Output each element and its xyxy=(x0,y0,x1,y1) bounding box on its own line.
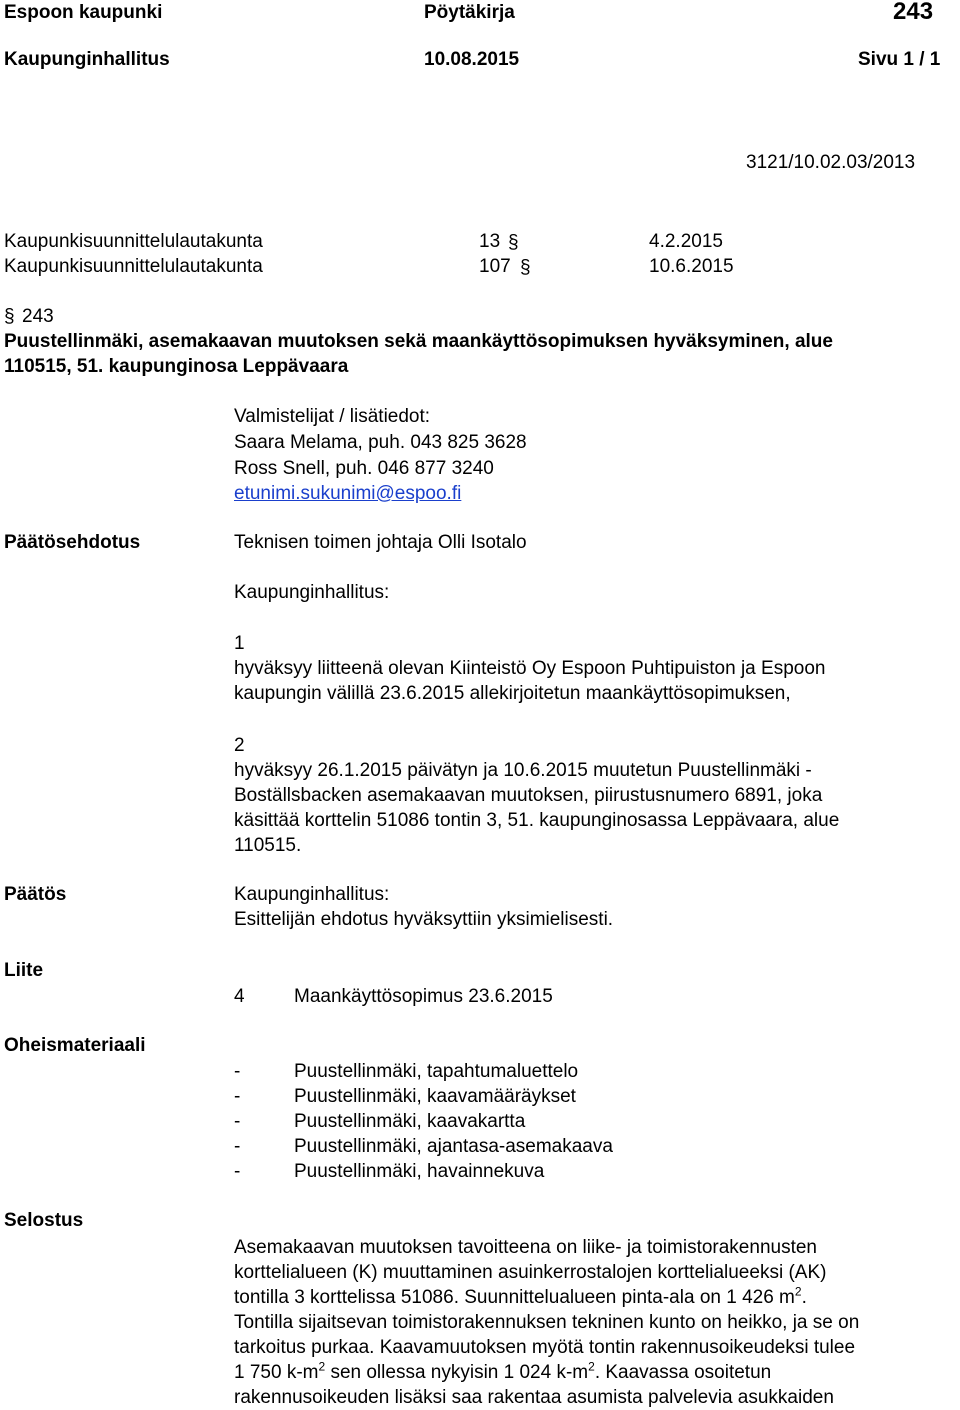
section-sign: § xyxy=(508,232,519,253)
proposal-text: Boställsbacken asemakaavan muutoksen, piirustusnumero 6891, joka xyxy=(234,785,823,806)
list-dash: - xyxy=(234,1086,241,1107)
preparers-label: Valmistelijat / lisätiedot: xyxy=(234,406,431,427)
history-body: Kaupunkisuunnittelulautakunta xyxy=(4,231,263,252)
attachment-title: Maankäyttösopimus 23.6.2015 xyxy=(294,986,553,1007)
reference-number: 3121/10.02.03/2013 xyxy=(746,152,916,173)
list-dash: - xyxy=(234,1161,241,1182)
item-section-sign: § xyxy=(4,306,15,327)
superscript: 2 xyxy=(794,1284,802,1299)
materials-label: Oheismateriaali xyxy=(4,1035,146,1056)
history-section: 107 xyxy=(479,256,511,277)
list-dash: - xyxy=(234,1111,241,1132)
superscript: 2 xyxy=(318,1359,326,1374)
text-run: 1 750 k-m xyxy=(234,1362,319,1383)
explanation-text: rakennusoikeuden lisäksi saa rakentaa asumista palvelevia asukkaiden xyxy=(234,1387,834,1408)
attachment-label: Liite xyxy=(4,960,44,981)
history-date: 4.2.2015 xyxy=(649,231,723,252)
proposal-text: käsittää korttelin 51086 tontin 3, 51. kaupunginosassa Leppävaara, alue xyxy=(234,810,840,831)
item-number: 243 xyxy=(22,306,54,327)
section-number: 243 xyxy=(893,0,934,25)
history-date: 10.6.2015 xyxy=(649,256,734,277)
proposal-label: Päätösehdotus xyxy=(4,532,141,553)
proposal-text: kaupungin välillä 23.6.2015 allekirjoitetun maankäyttösopimuksen, xyxy=(234,683,791,704)
attachment-number: 4 xyxy=(234,986,245,1007)
proposal-item-number: 1 xyxy=(234,633,245,654)
text-run: . Kaavassa osoitetun xyxy=(594,1362,772,1383)
item-title-line2: 110515, 51. kaupunginosa Leppävaara xyxy=(4,356,349,377)
material-title: Puustellinmäki, kaavamääräykset xyxy=(294,1086,576,1107)
email-link[interactable]: etunimi.sukunimi@espoo.fi xyxy=(234,483,462,504)
org-name: Espoon kaupunki xyxy=(4,2,163,23)
section-sign: § xyxy=(520,257,531,278)
decision-text: Esittelijän ehdotus hyväksyttiin yksimielisesti. xyxy=(234,909,614,930)
explanation-text xyxy=(234,1285,807,1310)
explanation-text xyxy=(234,1360,771,1385)
proposal-text: 110515. xyxy=(234,835,302,856)
item-title-line1: Puustellinmäki, asemakaavan muutoksen sekä maankäyttösopimuksen hyväksyminen, alue xyxy=(4,331,833,352)
explanation-text: tarkoitus purkaa. Kaavamuutoksen myötä tontin rakennusoikeudeksi tulee xyxy=(234,1337,856,1358)
superscript: 2 xyxy=(588,1359,595,1374)
proposal-item-number: 2 xyxy=(234,735,245,756)
text-run: sen ollessa nykyisin 1 024 k-m xyxy=(325,1362,589,1383)
text-run: . xyxy=(801,1287,807,1308)
explanation-text: Tontilla sijaitsevan toimistorakennuksen tekninen kunto on heikko, ja se on xyxy=(234,1312,860,1333)
proposal-text: hyväksyy liitteenä olevan Kiinteistö Oy Espoon Puhtipuiston ja Espoon xyxy=(234,658,826,679)
material-title: Puustellinmäki, kaavakartta xyxy=(294,1111,526,1132)
board-heading: Kaupunginhallitus: xyxy=(234,582,390,603)
history-section: 13 xyxy=(479,231,501,252)
decision-label: Päätös xyxy=(4,884,67,905)
doc-type: Pöytäkirja xyxy=(424,2,515,23)
list-dash: - xyxy=(234,1061,241,1082)
material-title: Puustellinmäki, tapahtumaluettelo xyxy=(294,1061,579,1082)
material-title: Puustellinmäki, ajantasa-asemakaava xyxy=(294,1136,613,1157)
material-title: Puustellinmäki, havainnekuva xyxy=(294,1161,545,1182)
preparer-contact: Saara Melama, puh. 043 825 3628 xyxy=(234,432,527,453)
decision-board: Kaupunginhallitus: xyxy=(234,884,390,905)
preparer-contact: Ross Snell, puh. 046 877 3240 xyxy=(234,458,494,479)
governing-body: Kaupunginhallitus xyxy=(4,49,170,70)
text-run: tontilla 3 korttelissa 51086. Suunnittelualueen pinta-ala on 1 426 m xyxy=(234,1287,795,1308)
explanation-label: Selostus xyxy=(4,1210,84,1231)
proposal-text: hyväksyy 26.1.2015 päivätyn ja 10.6.2015 muutetun Puustellinmäki - xyxy=(234,760,812,781)
history-body: Kaupunkisuunnittelulautakunta xyxy=(4,256,263,277)
presenter: Teknisen toimen johtaja Olli Isotalo xyxy=(234,532,527,553)
list-dash: - xyxy=(234,1136,241,1157)
explanation-text: Asemakaavan muutoksen tavoitteena on liike- ja toimistorakennusten xyxy=(234,1237,817,1258)
page-number: Sivu 1 / 1 xyxy=(858,49,941,70)
explanation-text: korttelialueen (K) muuttaminen asuinkerrostalojen korttelialueeksi (AK) xyxy=(234,1262,827,1283)
meeting-date: 10.08.2015 xyxy=(424,49,520,70)
